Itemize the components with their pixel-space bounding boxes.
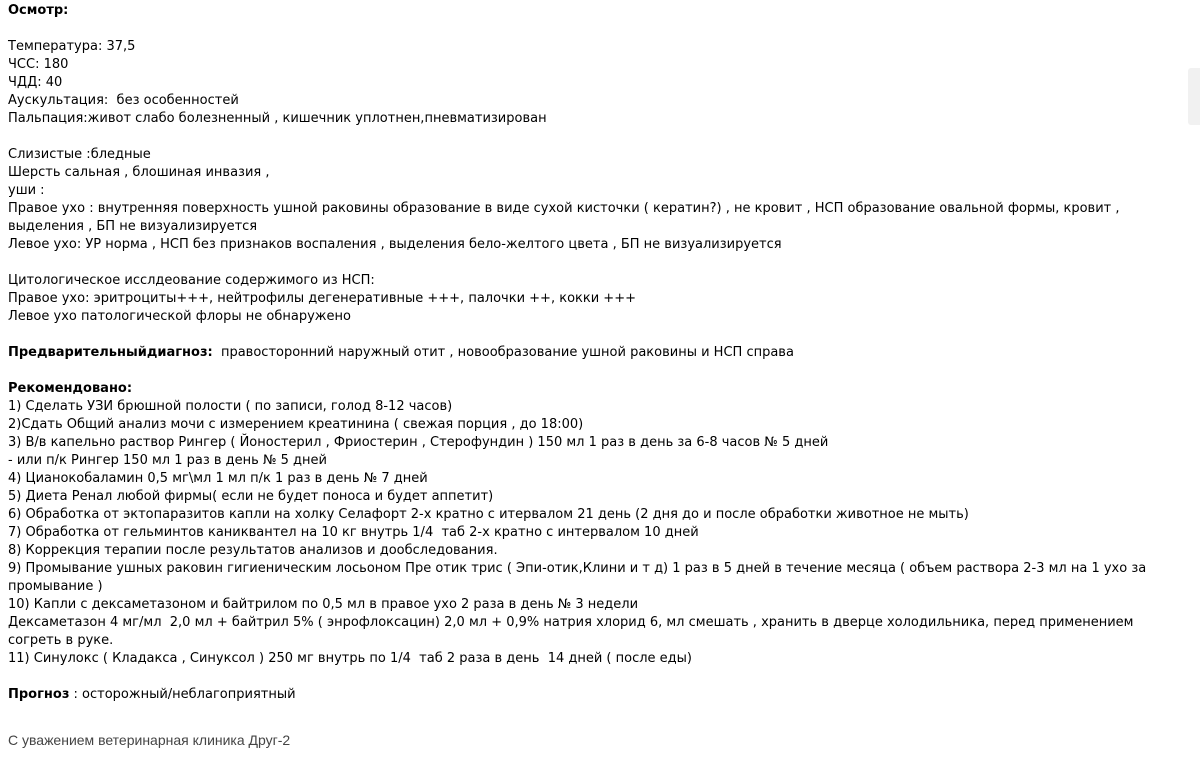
spacer [8,704,1178,722]
list-item: 3) В/в капельно раствор Рингер ( Йоностерил , Фриостерин , Стерофундин ) 150 мл 1 раз в день за 6-8 часов № 5 дней [8,435,829,450]
mucous-line: Слизистые :бледные [8,147,151,162]
heart-rate-line: ЧСС: 180 [8,57,69,72]
list-item: 2)Сдать Общий анализ мочи с измерением креатинина ( свежая порция , до 18:00) [8,417,584,432]
list-item: 7) Обработка от гельминтов каниквантел на 10 кг внутрь 1/4 таб 2-х кратно с интервалом 10 дней [8,525,699,540]
spacer [8,668,1178,686]
palpation-line: Пальпация:живот слабо болезненный , кишечник уплотнен,пневматизирован [8,111,547,126]
list-item: 11) Синулокс ( Кладакса , Синуксол ) 250 мг внутрь по 1/4 таб 2 раза в день 14 дней ( после еды) [8,651,692,666]
spacer [8,254,1178,272]
temperature-line: Температура: 37,5 [8,39,136,54]
prognosis-label: Прогноз [8,687,70,702]
medical-report [8,2,1178,749]
diagnosis-label: Предварительныйдиагноз: [8,345,213,360]
cytology-right-ear: Правое ухо: эритроциты+++, нейтрофилы дегенеративные +++, палочки ++, кокки +++ [8,291,636,306]
diagnosis-line [8,344,1178,362]
recommendations-list [8,398,1178,668]
left-ear-line: Левое ухо: УР норма , НСП без признаков воспаления , выделения бело-желтого цвета , БП не визуализируется [8,237,782,252]
list-item: 9) Промывание ушных раковин гигиеническим лосьоном Пре отик трис ( Эпи-отик,Клини и т д) 1 раз в 5 дней в течение месяца ( объем раствора 2-3 мл на 1 ухо за промывание ) [8,561,1151,594]
respiratory-rate-line: ЧДД: 40 [8,75,63,90]
list-item: 4) Цианокобаламин 0,5 мг\мл 1 мл п/к 1 раз в день № 7 дней [8,471,428,486]
spacer [8,20,1178,38]
spacer [8,362,1178,380]
list-item: 1) Сделать УЗИ брюшной полости ( по записи, голод 8-12 часов) [8,399,453,414]
right-ear-line: Правое ухо : внутренняя поверхность ушной раковины образование в виде сухой кисточки ( кератин?) , не кровит , НСП образование овальной формы, кровит , выделения , БП не визуализируется [8,201,1124,234]
list-item: 8) Коррекция терапии после результатов анализов и дообследования. [8,543,498,558]
recommendations-heading: Рекомендовано: [8,381,133,396]
list-item: 5) Диета Ренал любой фирмы( если не будет поноса и будет аппетит) [8,489,494,504]
prognosis-text: : осторожный/неблагоприятный [69,687,296,702]
scrollbar-thumb[interactable] [1188,68,1200,125]
list-item: 10) Капли с дексаметазоном и байтрилом по 0,5 мл в правое ухо 2 раза в день № 3 недели [8,597,639,612]
auscultation-line: Аускультация: без особенностей [8,93,239,108]
prognosis-line [8,686,1178,704]
cytology-left-ear: Левое ухо патологической флоры не обнаружено [8,309,351,324]
list-item: 6) Обработка от эктопаразитов капли на холку Селафорт 2-х кратно с итервалом 21 день (2 дня до и после обработки животное не мыть) [8,507,969,522]
clinic-signature: С уважением ветеринарная клиника Друг-2 [8,732,291,748]
exam-heading: Осмотр: [8,3,69,18]
coat-line: Шерсть сальная , блошиная инвазия , [8,165,270,180]
spacer [8,326,1178,344]
list-item: - или п/к Рингер 150 мл 1 раз в день № 5 дней [8,453,327,468]
list-item: Дексаметазон 4 мг/мл 2,0 мл + байтрил 5% ( энрофлоксацин) 2,0 мл + 0,9% натрия хлорид 6, мл смешать , хранить в дверце холодильника, перед применением согреть в руке. [8,615,1138,648]
ears-line: уши : [8,183,45,198]
spacer [8,128,1178,146]
diagnosis-text: правосторонний наружный отит , новообразование ушной раковины и НСП справа [220,345,794,360]
cytology-title: Цитологическое исслдеование содержимого из НСП: [8,273,375,288]
